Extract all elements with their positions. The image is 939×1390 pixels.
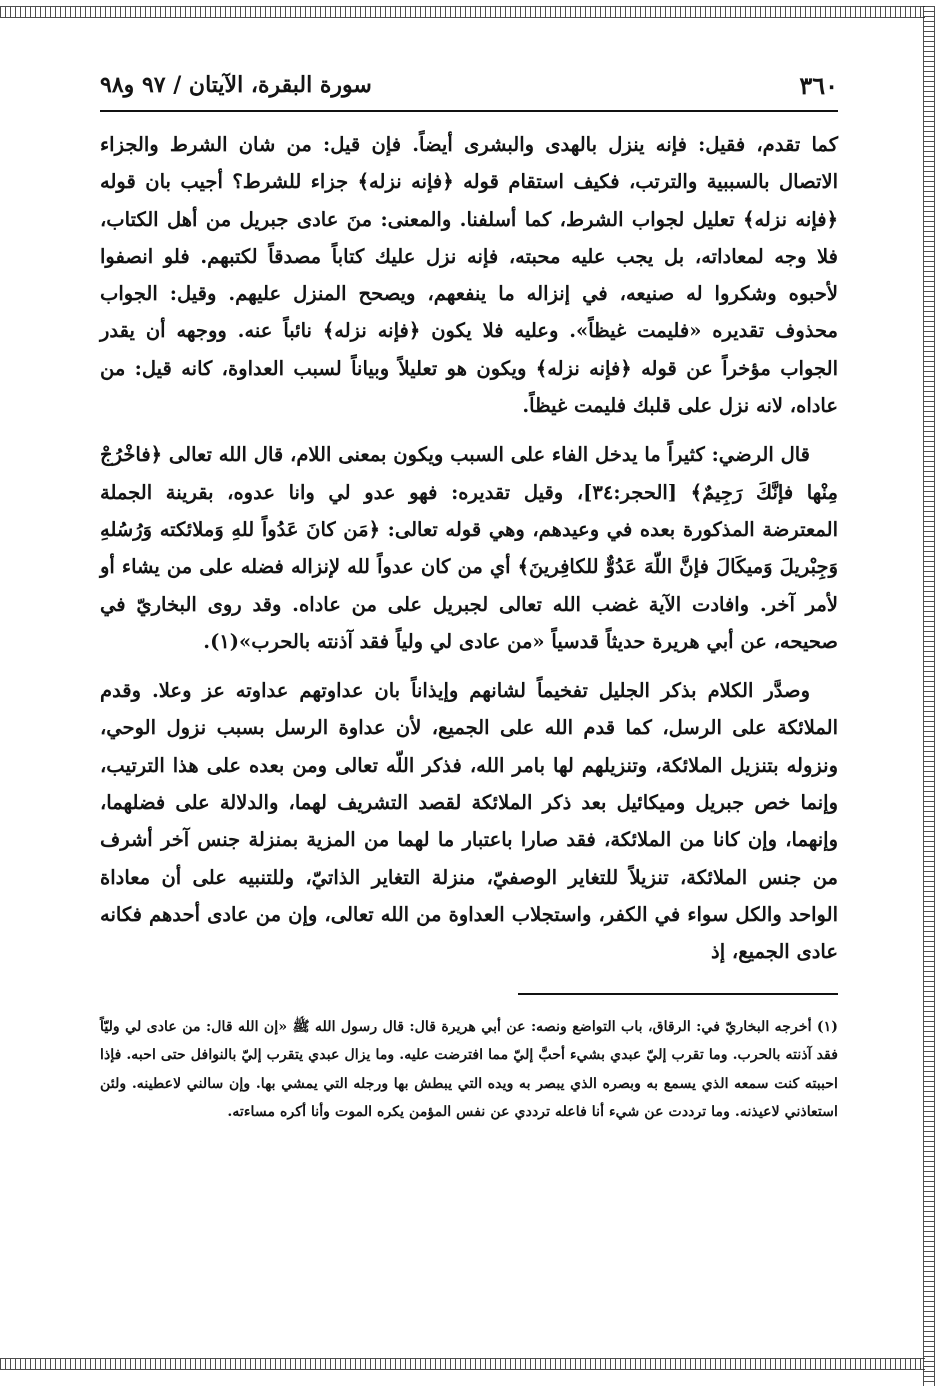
- footnote: (١) أخرجه البخاريّ في: الرقاق، باب التواضع ونصه: عن أبي هريرة قال: قال رسول الله ﷺ «إن الله قال: من عادى لي وليّاً فقد آذنته بالحرب. وما تقرب إليّ عبدي بشيء أحبَّ إليّ مما افترضت عليه. وما يزال عبدي يتقرب إليّ بالنوافل حتى احبه. فإذا احببته كنت سمعه الذي يسمع به وبصره الذي يبصر به ويده التي يبطش بها ورجله التي يمشي بها. وإن سالني لاعطينه. ولئن استعاذني لاعيذنه. وما ترددت عن شيء أنا فاعله ترددي عن نفس المؤمن يكره الموت وأنا أكره مساءته.: [100, 1018, 838, 1121]
- page-number: ٣٦٠: [799, 70, 838, 100]
- decorative-border-right: [923, 6, 935, 1386]
- running-title: سورة البقرة، الآيتان / ٩٧ و٩٨: [100, 72, 372, 98]
- paragraph: وصدَّر الكلام بذكر الجليل تفخيماً لشانهم وإيذاناً بان عداوتهم عداوته عز وعلا. وقدم الملائكة على الرسل، كما قدم الله على الجميع، لأن عداوة الرسل بسبب نزول الوحي، ونزوله بتنزيل الملائكة، وتنزيلهم لها بامر الله، فذكر اللّه تعالى ومن بعده على هذا الترتيب، وإنما خص جبريل وميكائيل بعد ذكر الملائكة لقصد التشريف لهما، والدلالة على فضلهما، وإنهما، وإن كانا من الملائكة، فقد صارا باعتبار ما لهما من المزية بمنزلة جنس آخر أشرف من جنس الملائكة، تنزيلاً للتغاير الوصفيّ، منزلة التغاير الذاتيّ، وللتنبيه على أن معاداة الواحد والكل سواء في الكفر، واستجلاب العداوة من الله تعالى، وإن من عادى أحدهم فكانه عادى الجميع، إذ: [100, 679, 838, 964]
- main-text: [100, 126, 838, 971]
- paragraph: كما تقدم، فقيل: فإنه ينزل بالهدى والبشرى أيضاً. فإن قيل: من شان الشرط والجزاء الاتصال بالسببية والترتب، فكيف استقام قوله ﴿فإنه نزله﴾ جزاء للشرط؟ أجيب بان قوله ﴿فإنه نزله﴾ تعليل لجواب الشرط، كما أسلفنا. والمعنى: منَ عادى جبريل من أهل الكتاب، فلا وجه لمعاداته، بل يجب عليه محبته، فإنه نزل عليك كتاباً مصدقاً لكتبهم. فلو انصفوا لأحبوه وشكروا له صنيعه، في إنزاله ما ينفعهم، ويصحح المنزل عليهم. وقيل: الجواب محذوف تقديره «فليمت غيظاً». وعليه فلا يكون ﴿فإنه نزله﴾ نائباً عنه. ووجهه أن يقدر الجواب مؤخراً عن قوله ﴿فإنه نزله﴾ ويكون هو تعليلاً وبياناً لسبب العداوة، كانه قيل: من عاداه، لانه نزل على قلبك فليمت غيظاً.: [100, 133, 838, 418]
- page-header: [100, 60, 838, 112]
- decorative-border-bottom: [0, 1358, 925, 1370]
- paragraph: قال الرضي: كثيراً ما يدخل الفاء على السبب ويكون بمعنى اللام، قال الله تعالى ﴿فاخْرُجْ مِنْها فإنَّكَ رَجِيمٌ﴾ [الحجر:٣٤]، وقيل تقديره: فهو عدو لي وانا عدوه، بقرينة الجملة المعترضة المذكورة بعده في وعيدهم، وهي قوله تعالى: ﴿مَن كانَ عَدُواً للهِ وَملائكته وَرُسُلهِ وَجِبْريلَ وَميكَالَ فإنَّ اللّهَ عَدُوٌّ للكافِرينَ﴾ أي من كان عدواً لله لإنزاله فضله على من يشاء أو لأمر آخر. وافادت الآية غضب الله تعالى لجبريل على من عاداه. وقد روى البخاريّ في صحيحه، عن أبي هريرة حديثاً قدسياً «من عادى لي ولياً فقد آذنته بالحرب»(١).: [100, 443, 839, 653]
- book-page: [100, 60, 838, 1127]
- decorative-border-top: [0, 6, 925, 18]
- footnote-divider: [518, 993, 838, 995]
